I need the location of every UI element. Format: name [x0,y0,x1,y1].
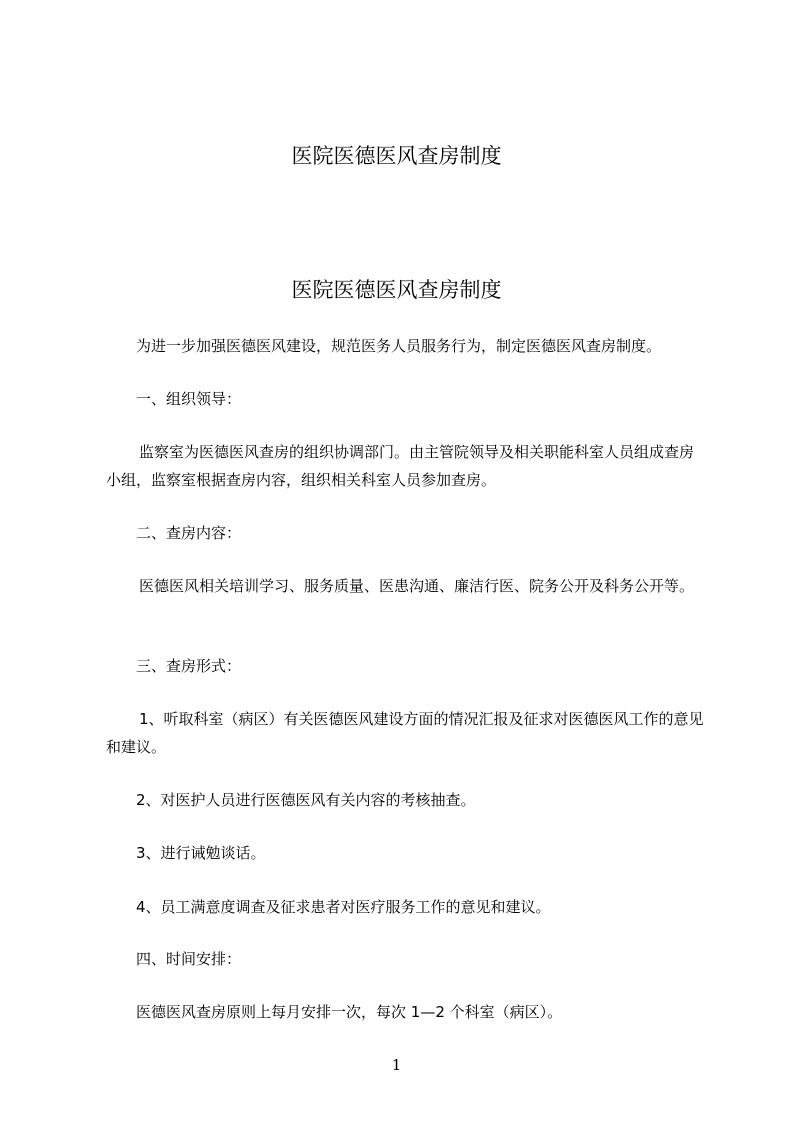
section-body-content: 医德医风相关培训学习、服务质量、医患沟通、廉洁行医、院务公开及科务公开等。 [139,577,695,595]
document-title-main: 医院医德医风查房制度 [291,278,502,302]
section-heading-organization: 一、组织领导： [136,390,242,408]
document-title-top: 医院医德医风查房制度 [291,144,502,168]
section-body-organization: 监察室为医德医风查房的组织协调部门。由主管院领导及相关职能科室人员组成查房小组，监察室根据查房内容，组织相关科室人员参加查房。 [106,443,695,489]
format-item-3: 3、进行诫勉谈话。 [136,844,266,862]
page-number: 1 [391,1056,402,1074]
section-heading-schedule: 四、时间安排： [136,950,242,968]
section-heading-content: 二、查房内容： [136,524,242,542]
format-item-2: 2、对医护人员进行医德医风有关内容的考核抽查。 [136,791,476,809]
section-body-schedule: 医德医风查房原则上每月安排一次，每次 1—2 个科室（病区）。 [136,1003,563,1021]
format-item-4: 4、员工满意度调查及征求患者对医疗服务工作的意见和建议。 [136,898,551,916]
format-item-1: 1、听取科室（病区）有关医德医风建设方面的情况汇报及征求对医德医风工作的意见和建议。 [106,710,704,756]
section-heading-format: 三、查房形式： [136,657,242,675]
intro-paragraph: 为进一步加强医德医风建设，规范医务人员服务行为，制定医德医风查房制度。 [136,337,662,355]
